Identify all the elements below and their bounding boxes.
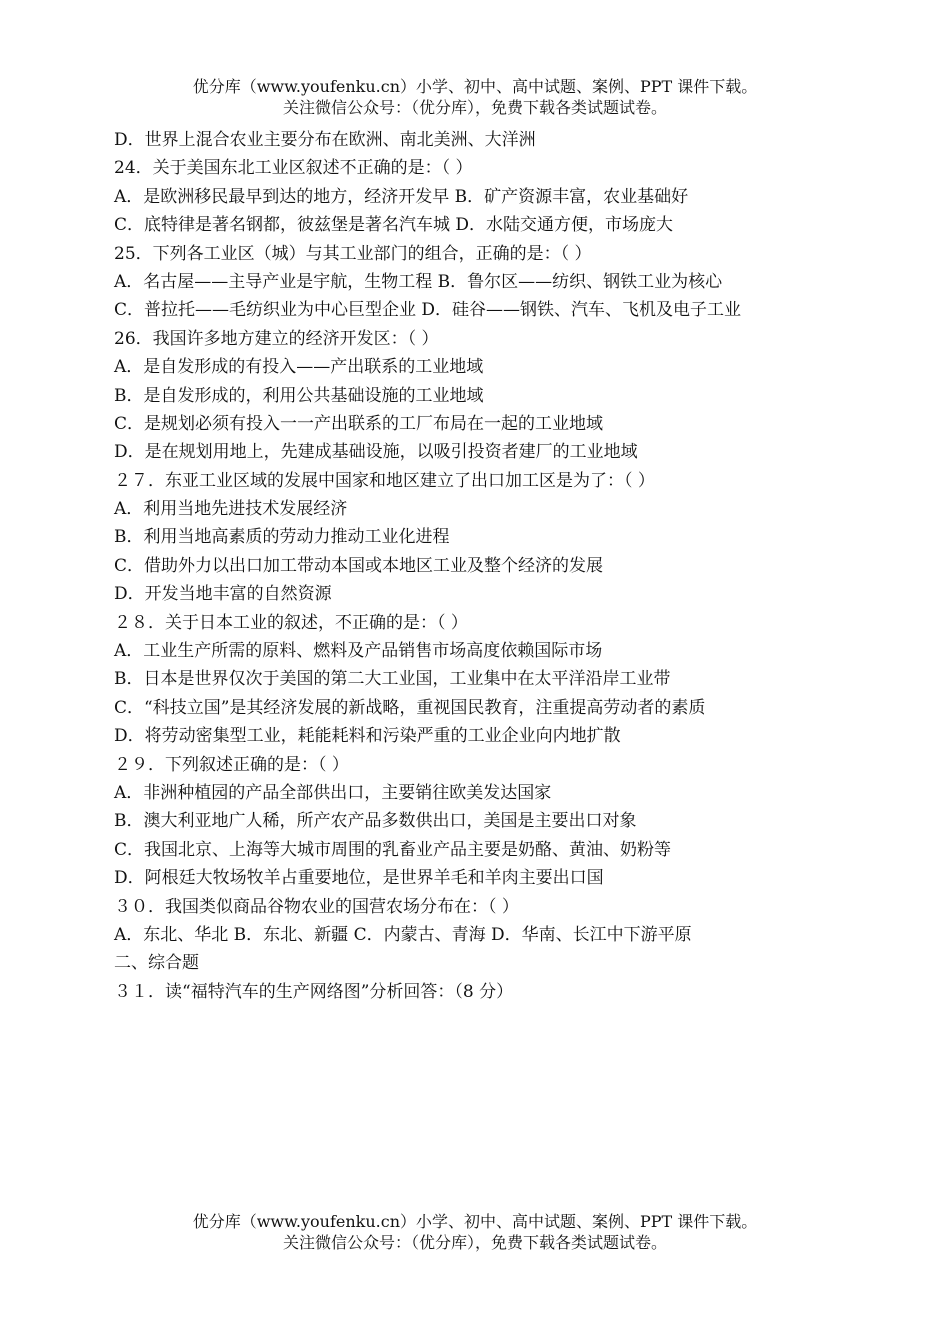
- question-line: ２７．东亚工业区域的发展中国家和地区建立了出口加工区是为了：（ ）: [114, 470, 655, 491]
- question-line: ２９．下列叙述正确的是：（ ）: [114, 754, 349, 775]
- question-line: C．我国北京、上海等大城市周围的乳畜业产品主要是奶酪、黄油、奶粉等: [114, 839, 672, 860]
- question-line: C．是规划必须有投入一一产出联系的工厂布局在一起的工业地域: [114, 413, 604, 434]
- question-line: ３１．读“福特汽车的生产网络图”分析回答：（8 分）: [114, 981, 514, 1002]
- footer-line-2: 关注微信公众号：（优分库），免费下载各类试题试卷。: [282, 1233, 667, 1252]
- question-line: 24．关于美国东北工业区叙述不正确的是：（ ）: [114, 158, 473, 179]
- question-line: C．普拉托——毛纺织业为中心巨型企业 D．硅谷——钢铁、汽车、飞机及电子工业: [114, 300, 742, 321]
- header-line-2: 关注微信公众号：（优分库），免费下载各类试题试卷。: [282, 98, 667, 117]
- question-line: A．工业生产所需的原料、燃料及产品销售市场高度依赖国际市场: [114, 641, 603, 662]
- question-line: 25．下列各工业区（城）与其工业部门的组合，正确的是：（ ）: [114, 243, 592, 264]
- question-line: D．阿根廷大牧场牧羊占重要地位，是世界羊毛和羊肉主要出口国: [114, 868, 604, 889]
- question-line: B．日本是世界仅次于美国的第二大工业国，工业集中在太平洋沿岸工业带: [114, 669, 671, 690]
- page-footer: [0, 1211, 950, 1253]
- question-line: C．借助外力以出口加工带动本国或本地区工业及整个经济的发展: [114, 555, 604, 576]
- footer-line-1: 优分库（www.youfenku.cn）小学、初中、高中试题、案例、PPT 课件下载。: [192, 1212, 758, 1231]
- question-line: B．利用当地高素质的劳动力推动工业化进程: [114, 527, 450, 548]
- question-line: C．“科技立国”是其经济发展的新战略，重视国民教育，注重提高劳动者的素质: [114, 697, 706, 718]
- question-line: D．世界上混合农业主要分布在欧洲、南北美洲、大洋洲: [114, 130, 536, 150]
- question-line: A．是自发形成的有投入——产出联系的工业地域: [114, 357, 484, 378]
- question-line: B．澳大利亚地广人稀，所产农产品多数供出口，美国是主要出口对象: [114, 811, 637, 832]
- question-line: C．底特律是著名钢都，彼兹堡是著名汽车城 D．水陆交通方便，市场庞大: [114, 215, 674, 236]
- question-line: D．开发当地丰富的自然资源: [114, 584, 332, 605]
- page-header: [0, 76, 950, 118]
- question-line: 26．我国许多地方建立的经济开发区：（ ）: [114, 328, 439, 349]
- question-line: D．是在规划用地上，先建成基础设施，以吸引投资者建厂的工业地域: [114, 442, 638, 463]
- header-line-1: 优分库（www.youfenku.cn）小学、初中、高中试题、案例、PPT 课件下载。: [192, 77, 758, 96]
- question-line: A．名古屋——主导产业是宇航，生物工程 B．鲁尔区——纺织、钢铁工业为核心: [114, 271, 723, 292]
- question-body: [114, 126, 914, 1006]
- question-line: B．是自发形成的，利用公共基础设施的工业地域: [114, 385, 484, 406]
- question-line: A．是欧洲移民最早到达的地方，经济开发早 B．矿产资源丰富，农业基础好: [114, 186, 689, 207]
- question-line: A．东北、华北 B．东北、新疆 C．内蒙古、青海 D．华南、长江中下游平原: [114, 924, 692, 945]
- question-line: D．将劳动密集型工业，耗能耗料和污染严重的工业企业向内地扩散: [114, 726, 621, 747]
- section-heading: 二、综合题: [114, 953, 199, 974]
- question-line: A．利用当地先进技术发展经济: [114, 499, 348, 520]
- question-line: A．非洲种植园的产品全部供出口，主要销往欧美发达国家: [114, 782, 552, 803]
- question-line: ２８．关于日本工业的叙述，不正确的是：（ ）: [114, 612, 468, 633]
- question-line: ３０．我国类似商品谷物农业的国营农场分布在：（ ）: [114, 896, 519, 917]
